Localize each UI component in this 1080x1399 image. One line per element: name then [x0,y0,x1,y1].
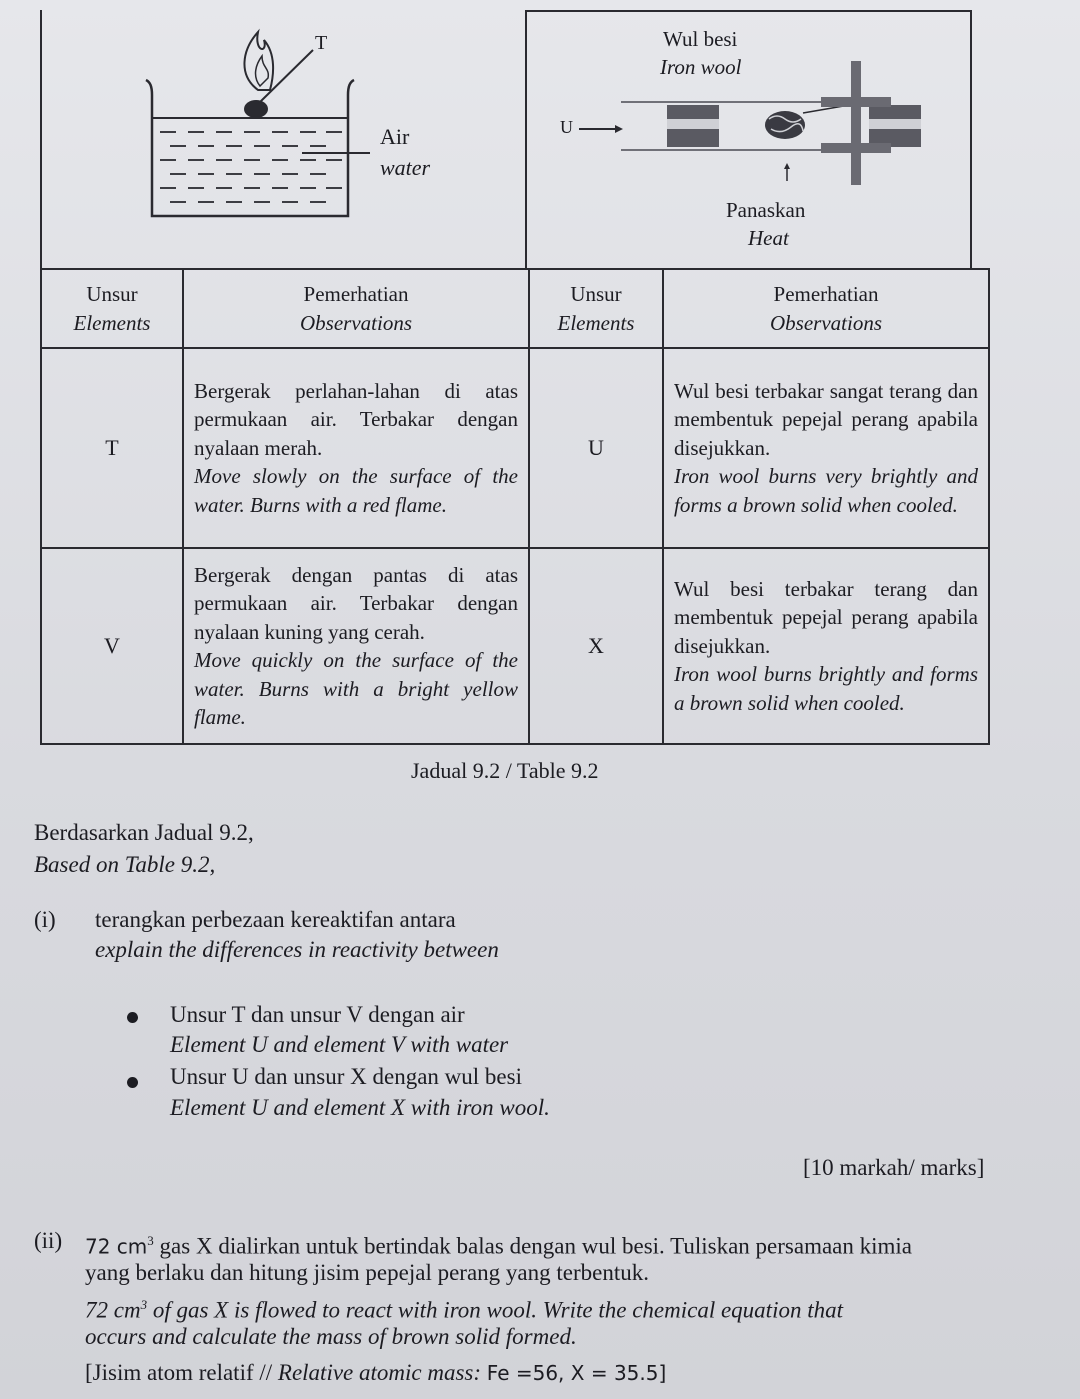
header-elements-left: Unsur Elements [41,269,183,348]
bullet-dot [127,1012,138,1023]
bullet-1-en: Element U and element V with water [170,1032,509,1057]
marks-label: [10 markah/ marks] [803,1155,985,1180]
flame-label: T [315,32,328,54]
iron-wool-label-ms: Wul besi [663,27,738,51]
water-label-en: water [380,155,431,180]
water-trough-diagram [130,20,460,230]
element-t-observation: Bergerak perlahan-lahan di atas permukaan air. Terbakar dengan nyalaan merah. Move slowly on the surface of the water. Burns with a red flame. [183,348,529,548]
part-ii-line-3: 72 $cm^3$ of gas X is flowed to react with iron wool. Write the chemical equation that [85,1297,843,1323]
header-elements-right: Unsur Elements [529,269,663,348]
intro-en: Based on Table 9.2, [34,852,216,877]
part-i-number: (i) [34,907,56,932]
table-row [41,548,989,744]
bullet-dot [127,1077,138,1088]
intro-ms: Berdasarkan Jadual 9.2, [34,820,254,845]
element-t-cell: T [41,348,183,548]
combustion-tube-diagram [555,55,935,195]
element-x-cell: X [529,548,663,744]
part-i-en: explain the differences in reactivity between [95,937,499,962]
table-caption: Jadual 9.2 / Table 9.2 [411,758,599,783]
iron-wool-icon [765,111,805,139]
bullet-1-ms: Unsur T dan unsur V dengan air [170,1002,465,1027]
observation-table [40,268,990,745]
element-u-observation: Wul besi terbakar sangat terang dan membentuk pepejal perang apabila disejukkan. Iron wool burns very brightly and forms a brown solid when cooled. [663,348,989,548]
bullet-2-ms: Unsur U dan unsur X dengan wul besi [170,1064,522,1089]
table-row [41,348,989,548]
part-ii-number: (ii) [34,1228,63,1253]
water-label-ms: Air [380,124,410,149]
element-v-cell: V [41,548,183,744]
part-i-ms: terangkan perbezaan kereaktifan antara [95,907,456,932]
bullet-2-en: Element U and element X with iron wool. [170,1095,550,1120]
header-observations-left: Pemerhatian Observations [183,269,529,348]
header-observations-right: Pemerhatian Observations [663,269,989,348]
gas-u-label: U [560,117,573,137]
element-v-observation: Bergerak dengan pantas di atas permukaan air. Terbakar dengan nyalaan kuning yang cerah. Move quickly on the surface of the water. Burns with a bright yellow flame. [183,548,529,744]
element-x-observation: Wul besi terbakar terang dan membentuk pepejal perang apabila disejukkan. Iron wool burns brightly and forms a brown solid when cooled. [663,548,989,744]
part-ii-line-2: yang berlaku dan hitung jisim pepejal perang yang terbentuk. [85,1260,649,1285]
element-t-sphere [244,100,268,118]
heat-label-en: Heat [748,226,789,250]
iron-wool-label-en: Iron wool [660,55,742,79]
part-ii-line-4: occurs and calculate the mass of brown solid formed. [85,1324,577,1349]
part-ii-line-1: 72 $cm^3$ gas X dialirkan untuk bertindak balas dengan wul besi. Tuliskan persamaan kimia [85,1233,913,1259]
table-header-row [41,269,989,348]
heat-label-ms: Panaskan [726,198,806,222]
relative-atomic-mass: [Jisim atom relatif // Relative atomic mass: Fe =56, X = 35.5] [85,1360,667,1385]
element-u-cell: U [529,348,663,548]
